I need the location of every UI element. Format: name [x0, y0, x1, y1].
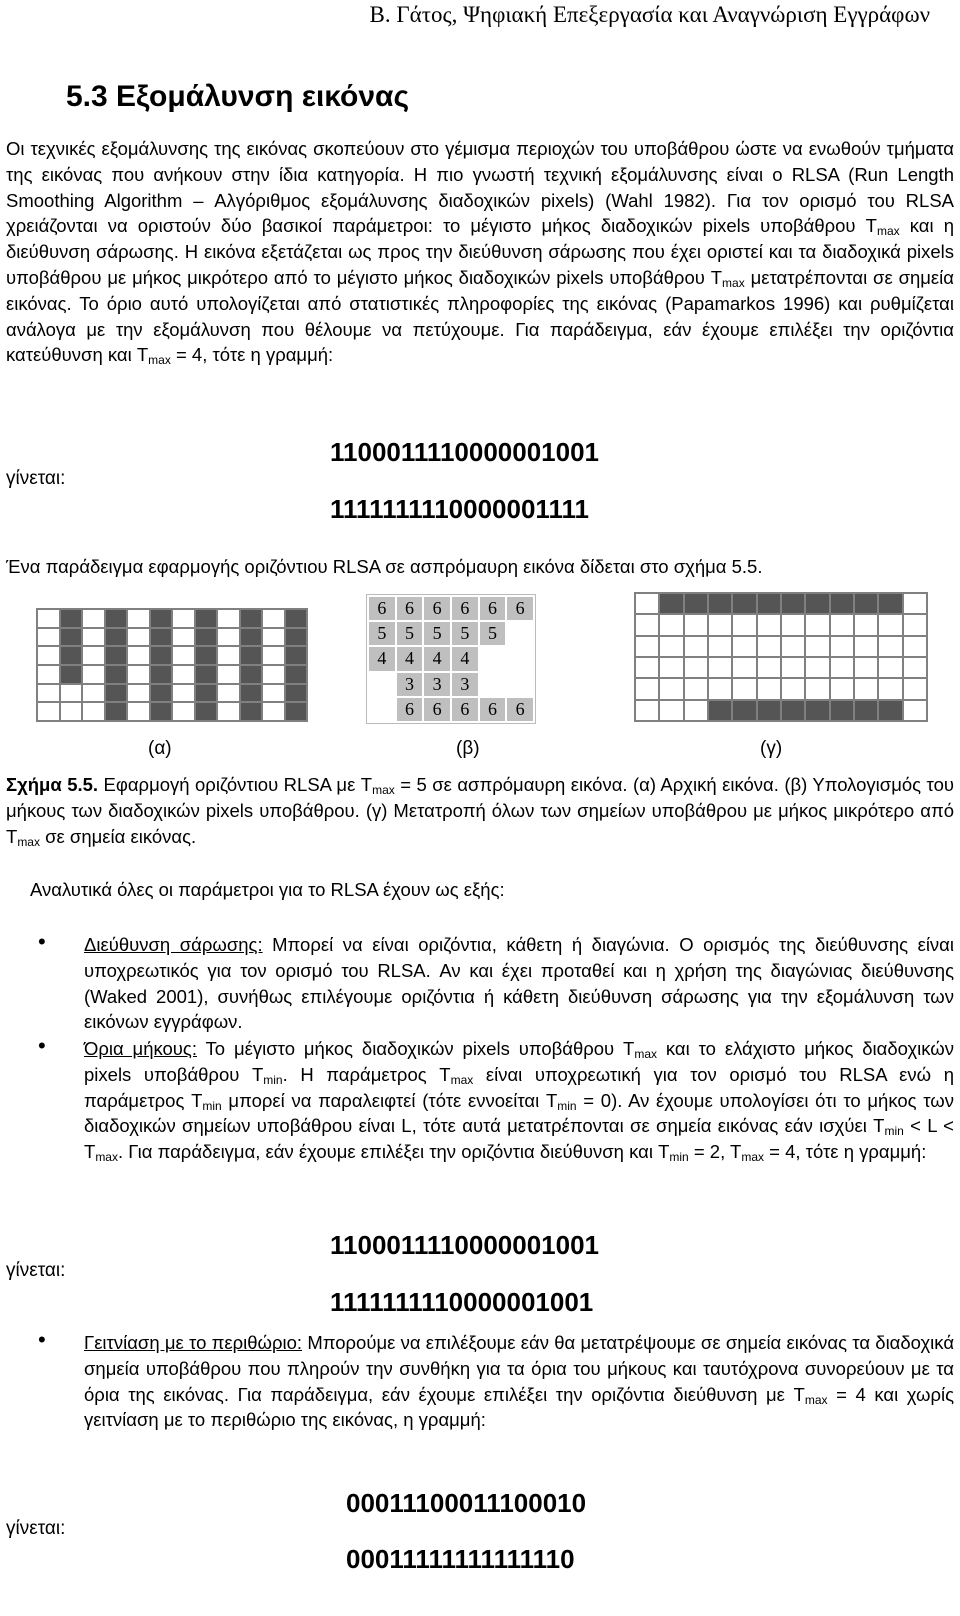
pixel-cell — [218, 610, 239, 627]
figure-c-label: (γ) — [760, 738, 783, 759]
pixel-cell — [106, 703, 127, 720]
pixel-cell — [241, 666, 262, 683]
run-length-cell: 4 — [424, 647, 450, 670]
pixel-cell — [660, 594, 682, 613]
pixel-cell — [879, 701, 901, 720]
run-length-cell — [369, 673, 395, 696]
pixel-cell — [151, 703, 172, 720]
pixel-cell — [831, 594, 853, 613]
pixel-cell — [660, 615, 682, 634]
pixel-cell — [660, 658, 682, 677]
pixel-cell — [286, 647, 307, 664]
pixel-cell — [685, 615, 707, 634]
pixel-cell — [685, 658, 707, 677]
pixel-cell — [263, 629, 284, 646]
pixel-cell — [685, 637, 707, 656]
example3-becomes-label: γίνεται: — [6, 1518, 66, 1539]
pixel-cell — [128, 610, 149, 627]
example1-output: 1111111110000001111 — [330, 494, 589, 524]
pixel-cell — [733, 615, 755, 634]
run-length-cell: 6 — [424, 698, 450, 721]
run-length-cell: 6 — [480, 698, 506, 721]
pixel-cell — [241, 647, 262, 664]
page-header: Β. Γάτος, Ψηφιακή Επεξεργασία και Αναγνώριση Εγγράφων — [369, 2, 930, 27]
pixel-cell — [831, 701, 853, 720]
pixel-cell — [636, 658, 658, 677]
example2-input: 1100011110000001001 — [330, 1230, 600, 1260]
pixel-cell — [173, 703, 194, 720]
run-length-cell — [507, 647, 533, 670]
pixel-cell — [218, 703, 239, 720]
run-length-cell: 5 — [424, 622, 450, 645]
example1-input: 1100011110000001001 — [330, 437, 600, 467]
pixel-cell — [38, 647, 59, 664]
run-length-cell: 6 — [369, 597, 395, 620]
run-length-cell: 6 — [452, 597, 478, 620]
pixel-cell — [855, 637, 877, 656]
params-intro: Αναλυτικά όλες οι παράμετροι για το RLSA έχουν ως εξής: — [30, 879, 505, 900]
pixel-cell — [733, 679, 755, 698]
pixel-cell — [38, 666, 59, 683]
pixel-cell — [904, 701, 926, 720]
pixel-cell — [196, 703, 217, 720]
pixel-cell — [128, 666, 149, 683]
run-length-cell: 3 — [424, 673, 450, 696]
pixel-cell — [855, 594, 877, 613]
pixel-cell — [660, 637, 682, 656]
run-length-cell: 6 — [507, 597, 533, 620]
pixel-cell — [831, 615, 853, 634]
run-length-cell — [507, 673, 533, 696]
pixel-cell — [855, 615, 877, 634]
pixel-cell — [855, 679, 877, 698]
pixel-cell — [831, 658, 853, 677]
pixel-cell — [151, 666, 172, 683]
section-title: 5.3 Εξομάλυνση εικόνας — [66, 80, 410, 113]
pixel-cell — [151, 629, 172, 646]
bullet-1-text: Διεύθυνση σάρωσης: Μπορεί να είναι οριζόντια, κάθετη ή διαγώνια. Ο ορισμός της διεύθυνσης είναι υποχρεωτικός για τον ορισμό του RLSA. Αν και έχει προταθεί και η χρήση της διαγώνιας διεύθυνσης (Waked 2001), συνήθως επιλέγουμε οριζόντια ή κάθετη διεύθυνση σάρωσης για την εξομάλυνση των εικόνων εγγράφων. — [84, 934, 954, 1033]
pixel-cell — [196, 666, 217, 683]
pixel-cell — [782, 679, 804, 698]
pixel-cell — [38, 685, 59, 702]
run-length-cell: 4 — [369, 647, 395, 670]
pixel-cell — [38, 610, 59, 627]
run-length-cell: 6 — [507, 698, 533, 721]
pixel-cell — [61, 610, 82, 627]
pixel-cell — [106, 610, 127, 627]
pixel-cell — [83, 703, 104, 720]
bullet-3-marker: • — [38, 1327, 46, 1352]
pixel-cell — [61, 666, 82, 683]
intro-paragraph: Οι τεχνικές εξομάλυνσης της εικόνας σκοπεύουν στο γέμισμα περιοχών του υποβάθρου ώστε να ενωθούν τμήματα της εικόνας που ανήκουν στην ίδια κατηγορία. Η πιο γνωστή τεχνική εξομάλυνσης είναι ο RLSA (Run Length Smoothing Algorithm – Αλγόριθμος εξομάλυνσης διαδοχικών pixels) (Wahl 1982). Για τον ορισμό του RLSA χρειάζονται να οριστούν δύο βασικοί παράμετροι: το μέγιστο μήκος διαδοχικών pixels υποβάθρου $T_{max}$ και η διεύθυνση σάρωσης. Η εικόνα εξετάζεται ως προς την διεύθυνση σάρωσης που έχει οριστεί και τα διαδοχικά pixels υποβάθρου με μήκος μικρότερο από το μέγιστο μήκος διαδοχικών pixels υποβάθρου $T_{max}$ μετατρέπονται σε σημεία εικόνας. Το όριο αυτό υπολογίζεται από στατιστικές πληροφορίες της εικόνας (Papamarkos 1996) και ρυθμίζεται ανάλογα με την εξομάλυνση που θέλουμε να πετύχουμε. Για παράδειγμα, εάν έχουμε επιλέξει την οριζόντια κατεύθυνση και $T_{max} = 4$, τότε η γραμμή: — [6, 138, 954, 368]
run-length-cell: 4 — [397, 647, 423, 670]
pixel-cell — [733, 594, 755, 613]
pixel-cell — [263, 685, 284, 702]
pixel-cell — [879, 679, 901, 698]
figure-intro: Ένα παράδειγμα εφαρμογής οριζόντιου RLSA σε ασπρόμαυρη εικόνα δίδεται στο σχήμα 5.5. — [6, 556, 763, 577]
pixel-cell — [636, 679, 658, 698]
pixel-cell — [806, 679, 828, 698]
pixel-cell — [106, 685, 127, 702]
pixel-cell — [286, 666, 307, 683]
pixel-cell — [241, 685, 262, 702]
pixel-cell — [106, 666, 127, 683]
run-length-cell: 3 — [397, 673, 423, 696]
pixel-cell — [263, 666, 284, 683]
pixel-cell — [83, 666, 104, 683]
figure-a-label: (α) — [148, 738, 172, 759]
pixel-cell — [758, 701, 780, 720]
run-length-cell: 5 — [369, 622, 395, 645]
run-length-cell: 6 — [397, 698, 423, 721]
pixel-cell — [173, 610, 194, 627]
pixel-cell — [879, 615, 901, 634]
pixel-cell — [733, 637, 755, 656]
figure-a-grid — [36, 608, 308, 722]
pixel-cell — [685, 679, 707, 698]
run-length-cell: 6 — [452, 698, 478, 721]
pixel-cell — [218, 666, 239, 683]
pixel-cell — [636, 615, 658, 634]
run-length-cell: 6 — [480, 597, 506, 620]
pixel-cell — [218, 629, 239, 646]
pixel-cell — [636, 701, 658, 720]
run-length-cell: 3 — [452, 673, 478, 696]
pixel-cell — [173, 647, 194, 664]
pixel-cell — [106, 629, 127, 646]
example3-input: 00011100011100010 — [346, 1488, 587, 1518]
run-length-cell: 6 — [424, 597, 450, 620]
run-length-cell — [507, 622, 533, 645]
pixel-cell — [241, 629, 262, 646]
pixel-cell — [904, 594, 926, 613]
run-length-cell: 5 — [480, 622, 506, 645]
pixel-cell — [286, 685, 307, 702]
figure-b-label: (β) — [456, 738, 480, 759]
pixel-cell — [782, 701, 804, 720]
pixel-cell — [196, 647, 217, 664]
bullet-2-marker: • — [38, 1033, 46, 1058]
run-length-cell: 6 — [397, 597, 423, 620]
run-length-cell: 5 — [397, 622, 423, 645]
pixel-cell — [855, 701, 877, 720]
pixel-cell — [286, 629, 307, 646]
pixel-cell — [241, 610, 262, 627]
pixel-cell — [286, 703, 307, 720]
pixel-cell — [83, 629, 104, 646]
pixel-cell — [806, 594, 828, 613]
pixel-cell — [879, 594, 901, 613]
pixel-cell — [173, 629, 194, 646]
pixel-cell — [806, 637, 828, 656]
pixel-cell — [831, 679, 853, 698]
pixel-cell — [128, 685, 149, 702]
pixel-cell — [263, 610, 284, 627]
pixel-cell — [758, 615, 780, 634]
pixel-cell — [173, 666, 194, 683]
pixel-cell — [218, 647, 239, 664]
pixel-cell — [241, 703, 262, 720]
pixel-cell — [61, 629, 82, 646]
run-length-cell: 5 — [452, 622, 478, 645]
pixel-cell — [106, 647, 127, 664]
pixel-cell — [685, 594, 707, 613]
pixel-cell — [758, 658, 780, 677]
example2-output: 1111111110000001001 — [330, 1287, 594, 1317]
pixel-cell — [61, 703, 82, 720]
pixel-cell — [83, 647, 104, 664]
run-length-cell — [480, 647, 506, 670]
pixel-cell — [855, 658, 877, 677]
pixel-cell — [263, 647, 284, 664]
pixel-cell — [758, 594, 780, 613]
pixel-cell — [806, 658, 828, 677]
pixel-cell — [83, 610, 104, 627]
pixel-cell — [286, 610, 307, 627]
pixel-cell — [636, 594, 658, 613]
pixel-cell — [128, 629, 149, 646]
pixel-cell — [83, 685, 104, 702]
pixel-cell — [61, 685, 82, 702]
pixel-cell — [782, 594, 804, 613]
pixel-cell — [758, 637, 780, 656]
pixel-cell — [151, 610, 172, 627]
pixel-cell — [151, 685, 172, 702]
bullet-1-marker: • — [38, 929, 46, 954]
example2-becomes-label: γίνεται: — [6, 1260, 66, 1281]
pixel-cell — [128, 647, 149, 664]
pixel-cell — [904, 637, 926, 656]
pixel-cell — [831, 637, 853, 656]
run-length-cell: 4 — [452, 647, 478, 670]
pixel-cell — [709, 658, 731, 677]
pixel-cell — [709, 637, 731, 656]
pixel-cell — [660, 679, 682, 698]
pixel-cell — [61, 647, 82, 664]
pixel-cell — [151, 647, 172, 664]
run-length-cell — [369, 698, 395, 721]
pixel-cell — [685, 701, 707, 720]
pixel-cell — [806, 615, 828, 634]
example1-becomes-label: γίνεται: — [6, 468, 66, 489]
pixel-cell — [782, 615, 804, 634]
pixel-cell — [709, 615, 731, 634]
pixel-cell — [263, 703, 284, 720]
pixel-cell — [709, 701, 731, 720]
pixel-cell — [758, 679, 780, 698]
pixel-cell — [709, 594, 731, 613]
pixel-cell — [636, 637, 658, 656]
figure-b-grid — [366, 594, 536, 724]
pixel-cell — [196, 610, 217, 627]
pixel-cell — [733, 701, 755, 720]
pixel-cell — [709, 679, 731, 698]
pixel-cell — [660, 701, 682, 720]
pixel-cell — [128, 703, 149, 720]
pixel-cell — [904, 679, 926, 698]
bullet-2-text: Όρια μήκους: Το μέγιστο μήκος διαδοχικών pixels υποβάθρου $T_{max}$ και το ελάχιστο μήκος διαδοχικών pixels υποβάθρου $T_{min}$. Η παράμετρος $T_{max}$ είναι υποχρεωτική για τον ορισμό του RLSA ενώ η παράμετρος $T_{min}$ μπορεί να παραλειφτεί (τότε εννοείται $T_{min} = 0$). Αν έχουμε υπολογίσει ότι το μήκος των διαδοχικών σημείων υποβάθρου είναι L, τότε αυτά μετατρέπονται σε σημεία εικόνας εάν ισχύει $T_{min} < L < T_{max}$. Για παράδειγμα, εάν έχουμε επιλέξει την οριζόντια διεύθυνση και $T_{min} = 2$, $T_{max} = 4$, τότε η γραμμή: — [84, 1038, 954, 1165]
pixel-cell — [904, 658, 926, 677]
pixel-cell — [196, 685, 217, 702]
figure-c-grid — [634, 592, 928, 722]
bullet-3-text: Γειτνίαση με το περιθώριο: Μπορούμε να επιλέξουμε εάν θα μετατρέψουμε σε σημεία εικόνας τα διαδοχικά σημεία υποβάθρου που πληρούν την συνθήκη για τα όρια του μήκους και ταυτόχρονα συνορεύουν με τα όρια της εικόνας. Για παράδειγμα, εάν έχουμε επιλέξει την οριζόντια διεύθυνση με $T_{max} = 4$ και χωρίς γειτνίαση με το περιθώριο της εικόνας, η γραμμή: — [84, 1332, 955, 1431]
pixel-cell — [38, 703, 59, 720]
pixel-cell — [806, 701, 828, 720]
pixel-cell — [782, 637, 804, 656]
example3-output: 00011111111111110 — [346, 1544, 575, 1574]
run-length-cell — [480, 673, 506, 696]
pixel-cell — [904, 615, 926, 634]
pixel-cell — [218, 685, 239, 702]
pixel-cell — [38, 629, 59, 646]
pixel-cell — [173, 685, 194, 702]
pixel-cell — [733, 658, 755, 677]
pixel-cell — [782, 658, 804, 677]
pixel-cell — [879, 637, 901, 656]
figure-caption: Σχήμα 5.5. Εφαρμογή οριζόντιου RLSA με $T_{max} = 5$ σε ασπρόμαυρη εικόνα. (α) Αρχική εικόνα. (β) Υπολογισμός του μήκους των διαδοχικών pixels υποβάθρου. (γ) Μετατροπή όλων των σημείων υποβάθρου με μήκος μικρότερο από $T_{max}$ σε σημεία εικόνας. — [6, 774, 954, 849]
pixel-cell — [879, 658, 901, 677]
pixel-cell — [196, 629, 217, 646]
